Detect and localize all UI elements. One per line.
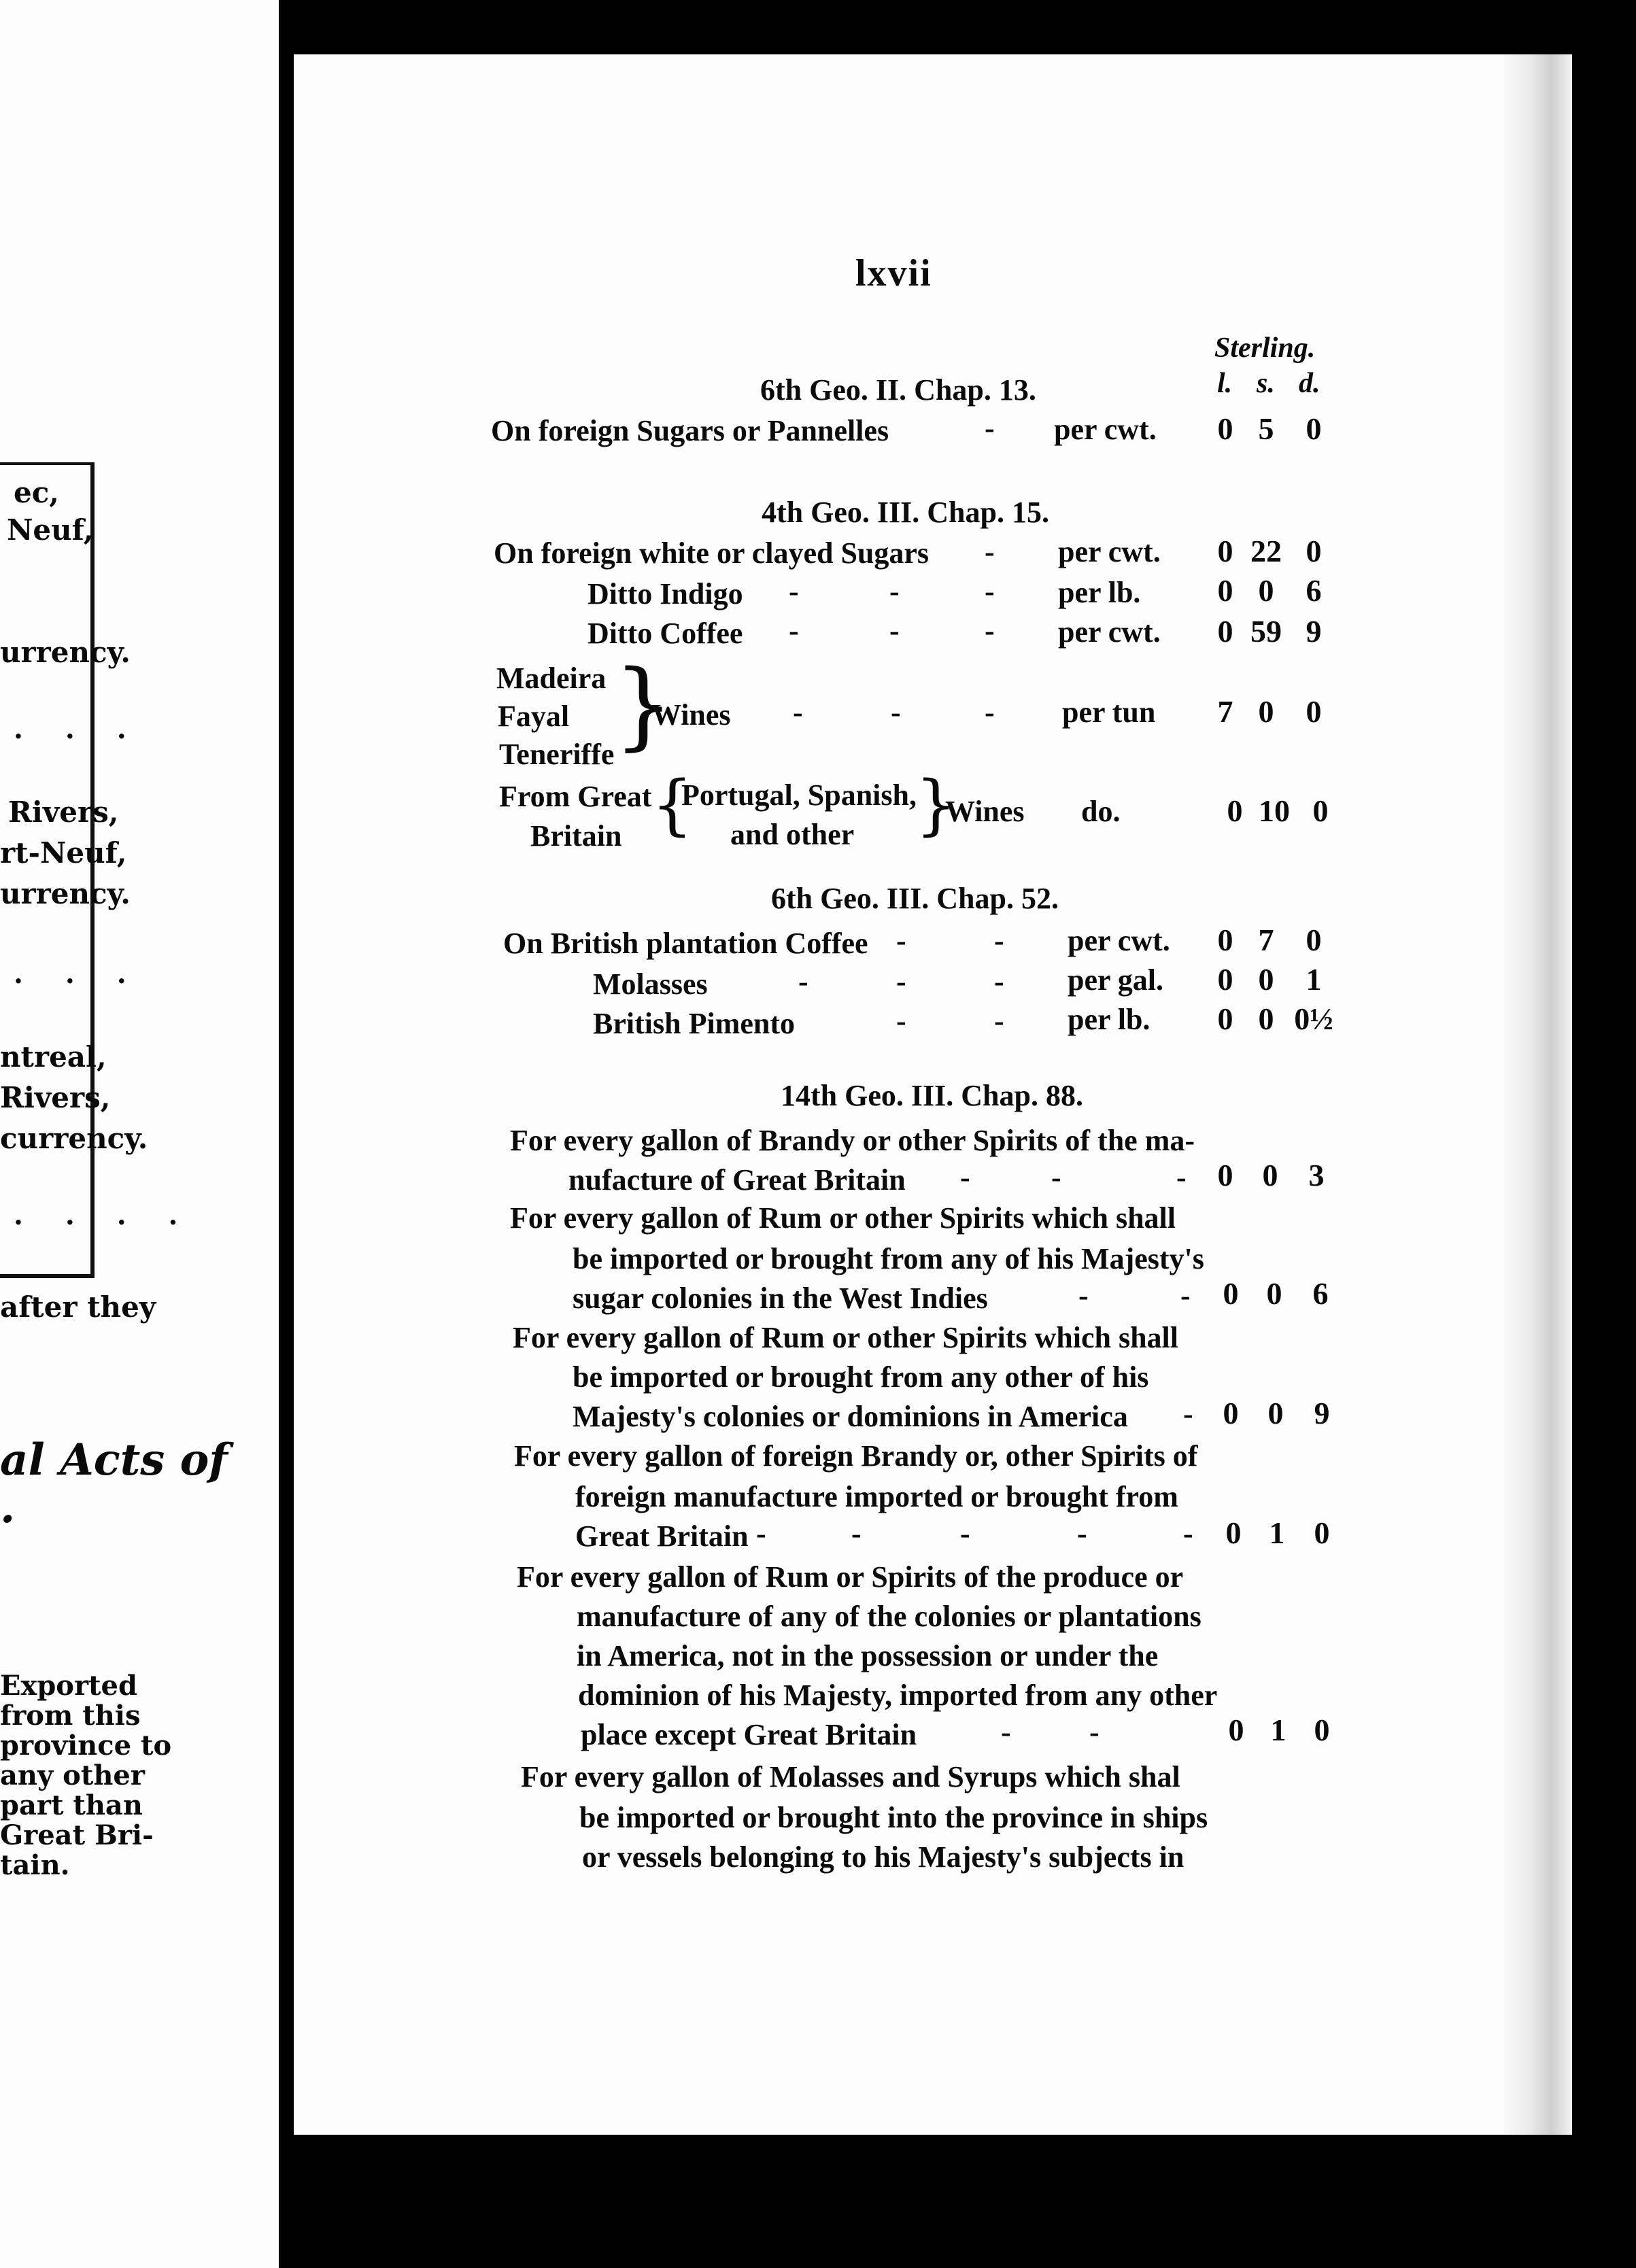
amount-d: 6 — [1306, 573, 1322, 608]
origin-countries: and other — [730, 818, 855, 851]
wine-place: Madeira — [496, 662, 607, 695]
paragraph-line: foreign manufacture imported or brought from — [575, 1480, 1178, 1513]
item-label: On foreign white or clayed Sugars — [494, 536, 930, 570]
item-label: Ditto Indigo — [587, 577, 743, 611]
left-fragment: rt-Neuf, — [0, 836, 127, 870]
amount-s: 7 — [1258, 923, 1274, 957]
dash-leader: - — [789, 574, 799, 608]
brace-right: } — [613, 650, 675, 761]
item-unit: per lb. — [1068, 1003, 1151, 1036]
dash-leader: - — [1078, 1279, 1089, 1312]
dash-leader: - — [1077, 1517, 1087, 1550]
exported-note-line: part than — [0, 1789, 143, 1821]
left-fragment: after they — [0, 1290, 156, 1324]
amount-d: 0 — [1314, 1515, 1330, 1550]
wines-label: Wines — [651, 698, 731, 732]
dash-leader: - — [1051, 1161, 1061, 1194]
amount-l: 0 — [1217, 1158, 1233, 1192]
amount-l: 0 — [1217, 534, 1233, 568]
section-heading: 6th Geo. III. Chap. 52. — [771, 882, 1059, 915]
paragraph-line: For every gallon of Molasses and Syrups which shal — [521, 1760, 1180, 1793]
amount-s: 0 — [1262, 1158, 1278, 1192]
item-unit: per cwt. — [1058, 535, 1161, 568]
amount-l: 0 — [1217, 1001, 1233, 1036]
left-fragment: ntreal, — [0, 1040, 107, 1073]
dot-leader: · · · · — [14, 1207, 194, 1239]
dash-leader: - — [1183, 1397, 1193, 1430]
origin-countries: Portugal, Spanish, — [681, 778, 917, 812]
paragraph-line: manufacture of any of the colonies or plantations — [577, 1600, 1202, 1633]
left-fragment: Rivers, — [0, 1081, 111, 1114]
amount-d: 0 — [1314, 1713, 1330, 1747]
amount-s: 1 — [1270, 1713, 1286, 1747]
dash-leader: - — [994, 1004, 1004, 1037]
section-heading: 6th Geo. II. Chap. 13. — [760, 373, 1036, 407]
dash-leader: - — [889, 574, 900, 608]
item-label: On foreign Sugars or Pannelles — [491, 414, 889, 447]
paragraph-line: For every gallon of Brandy or other Spirits of the ma- — [510, 1124, 1195, 1157]
section-heading: 14th Geo. III. Chap. 88. — [781, 1079, 1083, 1112]
paragraph-line: Great Britain — [575, 1519, 749, 1553]
paragraph-line: be imported or brought from any other of his — [573, 1360, 1149, 1394]
wine-place: Fayal — [498, 700, 570, 733]
gutter — [279, 0, 294, 2268]
amount-l: 0 — [1227, 793, 1243, 828]
dash-leader: - — [1183, 1517, 1193, 1550]
dash-leader: - — [985, 535, 995, 568]
paragraph-line: or vessels belonging to his Majesty's subjects in — [582, 1840, 1185, 1874]
table-border-right — [90, 462, 95, 1278]
dash-leader: - — [889, 614, 900, 647]
item-unit: per cwt. — [1068, 924, 1170, 957]
item-label: On British plantation Coffee — [503, 927, 868, 960]
paragraph-line: For every gallon of Rum or other Spirits which shall — [510, 1201, 1176, 1235]
amount-s: 10 — [1259, 793, 1290, 828]
paragraph-line: nufacture of Great Britain — [568, 1163, 906, 1197]
amount-l: 0 — [1223, 1396, 1239, 1430]
item-unit: per gal. — [1068, 963, 1163, 997]
left-fragment: currency. — [0, 1122, 148, 1155]
dash-leader: - — [985, 574, 995, 608]
paragraph-line: in America, not in the possession or under the — [577, 1639, 1159, 1672]
dash-leader: - — [891, 695, 901, 729]
wine-place: Teneriffe — [499, 738, 615, 771]
amount-s: 5 — [1258, 411, 1274, 446]
sterling-label: Sterling. — [1214, 332, 1316, 364]
exported-note-line: tain. — [0, 1849, 70, 1881]
paragraph-line: be imported or brought from any of his Majesty's — [573, 1242, 1204, 1275]
amount-l: 0 — [1217, 923, 1233, 957]
left-fragment: ec, — [14, 476, 59, 509]
dash-leader: - — [985, 411, 995, 445]
amount-d: 0 — [1306, 923, 1322, 957]
left-fragment: al Acts of — [0, 1434, 228, 1485]
dash-leader: - — [896, 924, 906, 957]
dash-leader: - — [994, 924, 1004, 957]
page-number: lxvii — [855, 252, 932, 294]
amount-l: 0 — [1217, 962, 1233, 997]
brace-right: } — [915, 767, 957, 843]
dot-leader: · · · — [14, 721, 143, 753]
dash-leader: - — [789, 614, 799, 647]
amount-s: 0 — [1258, 962, 1274, 997]
amount-s: 0 — [1267, 1396, 1284, 1430]
exported-note-line: province to — [0, 1730, 172, 1762]
paragraph-line: place except Great Britain — [581, 1718, 917, 1751]
amount-d: 0 — [1306, 534, 1322, 568]
amount-s: 59 — [1250, 614, 1282, 649]
left-fragment: . — [0, 1482, 16, 1533]
paragraph-line: dominion of his Majesty, imported from any other — [578, 1679, 1218, 1712]
dash-leader: - — [1001, 1715, 1011, 1749]
amount-s: 0 — [1258, 1001, 1274, 1036]
item-unit: per cwt. — [1054, 413, 1157, 446]
paragraph-line: For every gallon of Rum or other Spirits which shall — [513, 1321, 1178, 1354]
amount-d: 1 — [1306, 962, 1322, 997]
dash-leader: - — [798, 965, 808, 998]
paragraph-line: Majesty's colonies or dominions in America — [573, 1400, 1128, 1433]
dash-leader: - — [960, 1161, 970, 1194]
amount-l: 0 — [1223, 1276, 1239, 1311]
item-unit: per cwt. — [1058, 615, 1161, 649]
amount-s: 1 — [1269, 1515, 1285, 1550]
dash-leader: - — [896, 1004, 906, 1037]
left-fragment: urrency. — [0, 877, 131, 910]
dash-leader: - — [1176, 1161, 1187, 1194]
exported-note-line: from this — [0, 1700, 141, 1732]
amount-d: 6 — [1312, 1276, 1329, 1311]
paragraph-line: be imported or brought into the province in ships — [579, 1801, 1208, 1834]
amount-d: 0 — [1306, 694, 1322, 729]
origin-label: From Great — [499, 780, 652, 813]
exported-note-line: any other — [0, 1759, 145, 1791]
wines-label: Wines — [945, 795, 1025, 828]
exported-note-line: Great Bri- — [0, 1819, 154, 1851]
amount-l: 0 — [1217, 573, 1233, 608]
currency-header-d: d. — [1299, 368, 1320, 399]
left-fragment: Neuf, — [7, 513, 94, 547]
amount-s: 0 — [1258, 694, 1274, 729]
exported-note-line: Exported — [0, 1670, 137, 1702]
item-label: British Pimento — [593, 1007, 795, 1040]
dot-leader: · · · — [14, 965, 143, 997]
item-unit: per tun — [1062, 695, 1156, 729]
amount-d: 0 — [1306, 411, 1322, 446]
amount-s: 22 — [1250, 534, 1282, 568]
paragraph-line: For every gallon of Rum or Spirits of the produce or — [517, 1560, 1184, 1594]
amount-l: 0 — [1217, 411, 1233, 446]
dash-leader: - — [793, 695, 803, 729]
dash-leader: - — [994, 965, 1004, 998]
amount-l: 0 — [1217, 614, 1233, 649]
dash-leader: - — [985, 695, 995, 729]
amount-s: 0 — [1266, 1276, 1282, 1311]
amount-l: 0 — [1225, 1515, 1242, 1550]
paragraph-line: For every gallon of foreign Brandy or, other Spirits of — [514, 1439, 1198, 1473]
amount-d: 0 — [1312, 793, 1329, 828]
amount-d: 9 — [1306, 614, 1322, 649]
table-border-bottom — [0, 1274, 95, 1278]
paragraph-line: sugar colonies in the West Indies — [573, 1282, 988, 1315]
dash-leader: - — [756, 1517, 766, 1550]
page-edge — [1504, 54, 1572, 2135]
amount-d: 3 — [1308, 1158, 1325, 1192]
item-unit: do. — [1081, 795, 1121, 828]
amount-l: 7 — [1217, 694, 1233, 729]
amount-l: 0 — [1228, 1713, 1244, 1747]
dash-leader: - — [985, 614, 995, 647]
origin-label: Britain — [530, 819, 622, 853]
dash-leader: - — [896, 965, 906, 998]
left-fragment: Rivers, — [8, 795, 119, 829]
brace-left: { — [651, 767, 694, 843]
item-label: Molasses — [593, 967, 708, 1001]
dash-leader: - — [1180, 1279, 1191, 1312]
left-fragment: urrency. — [0, 636, 131, 669]
dash-leader: - — [960, 1517, 970, 1550]
currency-header-s: s. — [1257, 368, 1275, 399]
left-page — [0, 0, 279, 2268]
amount-d: 0½ — [1294, 1001, 1333, 1036]
currency-header-l: l. — [1217, 368, 1233, 399]
item-unit: per lb. — [1058, 576, 1141, 609]
amount-s: 0 — [1258, 573, 1274, 608]
dash-leader: - — [1089, 1715, 1100, 1749]
item-label: Ditto Coffee — [587, 617, 743, 650]
amount-d: 9 — [1314, 1396, 1330, 1430]
table-border-top — [0, 462, 93, 465]
section-heading: 4th Geo. III. Chap. 15. — [762, 496, 1049, 529]
dash-leader: - — [851, 1517, 862, 1550]
